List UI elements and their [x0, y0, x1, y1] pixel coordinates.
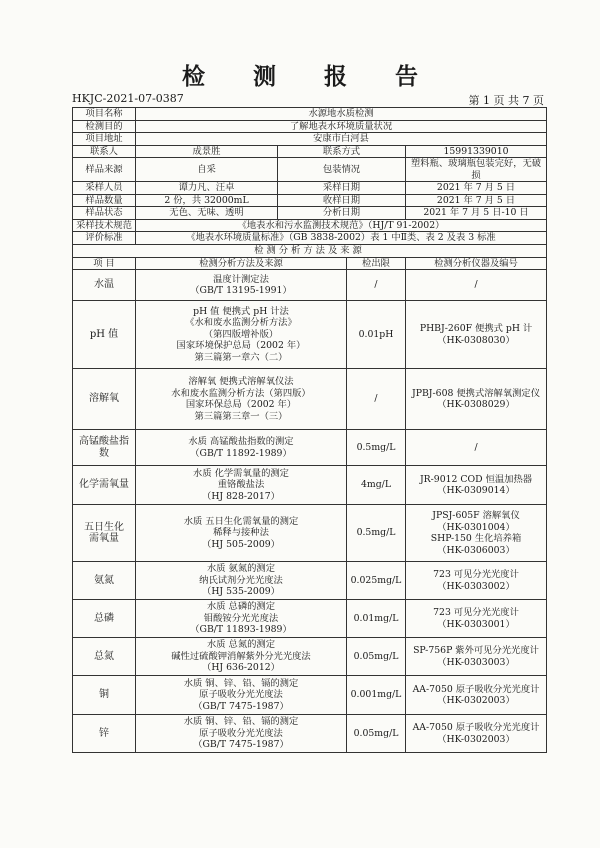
- receive-date-label: 收样日期: [278, 194, 406, 207]
- row-instrument: AA-7050 原子吸收分光光度计 （HK-0302003）: [406, 676, 547, 715]
- row-method: pH 值 便携式 pH 计法 《水和废水监测分析方法》 （第四版增补版） 国家环境保护总局（2002 年） 第三篇第一章六（二）: [136, 301, 347, 369]
- row-source: [73, 158, 547, 182]
- row-item: 化学需氧量: [73, 466, 136, 505]
- row-instrument: SP-756P 紫外可见分光光度计 （HK-0303003）: [406, 638, 547, 676]
- method-row: [73, 676, 547, 715]
- row-limit: /: [347, 270, 406, 301]
- method-row: [73, 715, 547, 753]
- project-name-label: 项目名称: [73, 108, 136, 121]
- row-quantity: [73, 194, 547, 207]
- sampler-value: 谭力凡、汪卓: [136, 182, 278, 195]
- receive-date-value: 2021 年 7 月 5 日: [406, 194, 547, 207]
- analysis-date-label: 分析日期: [278, 207, 406, 220]
- packing-value: 塑料瓶、玻璃瓶包装完好，无破损: [406, 158, 547, 182]
- row-limit: 0.001mg/L: [347, 676, 406, 715]
- sample-date-label: 采样日期: [278, 182, 406, 195]
- method-row: [73, 638, 547, 676]
- phone-value: 15991339010: [406, 145, 547, 158]
- source-label: 样品来源: [73, 158, 136, 182]
- address-value: 安康市白河县: [136, 133, 547, 146]
- method-rows: [73, 270, 547, 753]
- row-limit: 0.5mg/L: [347, 430, 406, 466]
- row-item: 水温: [73, 270, 136, 301]
- eval-value: 《地表水环境质量标准》（GB 3838-2002）表 1 中Ⅱ类、表 2 及表 3 标准: [136, 232, 547, 245]
- method-row: [73, 301, 547, 369]
- sampler-label: 采样人员: [73, 182, 136, 195]
- method-row: [73, 505, 547, 562]
- row-method: 水质 五日生化需氧量的测定 稀释与接种法 （HJ 505-2009）: [136, 505, 347, 562]
- header-item: 项 目: [73, 257, 136, 270]
- row-instrument: JR-9012 COD 恒温加热器 （HK-0309014）: [406, 466, 547, 505]
- row-item: 锌: [73, 715, 136, 753]
- report-table: [72, 107, 547, 753]
- row-item: 氨氮: [73, 562, 136, 600]
- row-limit: 0.01mg/L: [347, 600, 406, 638]
- sampling-spec-value: 《地表水和污水监测技术规范》（HJ/T 91-2002）: [136, 219, 547, 232]
- status-label: 样品状态: [73, 207, 136, 220]
- method-row: [73, 562, 547, 600]
- row-method: 水质 总磷的测定 钼酸铵分光光度法 （GB/T 11893-1989）: [136, 600, 347, 638]
- row-method: 水质 总氮的测定 碱性过硫酸钾消解紫外分光光度法 （HJ 636-2012）: [136, 638, 347, 676]
- header-method: 检测分析方法及来源: [136, 257, 347, 270]
- project-name-value: 水源地水质检测: [136, 108, 547, 121]
- row-limit: 0.05mg/L: [347, 638, 406, 676]
- method-row: [73, 369, 547, 430]
- row-item: 总氮: [73, 638, 136, 676]
- row-method: 水质 氨氮的测定 纳氏试剂分光光度法 （HJ 535-2009）: [136, 562, 347, 600]
- quantity-value: 2 份，共 32000mL: [136, 194, 278, 207]
- report-number: HKJC-2021-07-0387: [72, 92, 184, 105]
- source-value: 自采: [136, 158, 278, 182]
- row-item: pH 值: [73, 301, 136, 369]
- row-method: 水质 高锰酸盐指数的测定 （GB/T 11892-1989）: [136, 430, 347, 466]
- row-instrument: AA-7050 原子吸收分光光度计 （HK-0302003）: [406, 715, 547, 753]
- row-limit: 0.025mg/L: [347, 562, 406, 600]
- packing-label: 包装情况: [278, 158, 406, 182]
- sample-date-value: 2021 年 7 月 5 日: [406, 182, 547, 195]
- row-eval: [73, 232, 547, 245]
- sampling-spec-label: 采样技术规范: [73, 219, 136, 232]
- row-contact: [73, 145, 547, 158]
- row-method: 水质 化学需氧量的测定 重铬酸盐法 （HJ 828-2017）: [136, 466, 347, 505]
- method-row: [73, 270, 547, 301]
- row-project-name: [73, 108, 547, 121]
- row-item: 高锰酸盐指数: [73, 430, 136, 466]
- row-instrument: PHBJ-260F 便携式 pH 计 （HK-0308030）: [406, 301, 547, 369]
- row-item: 五日生化 需氧量: [73, 505, 136, 562]
- row-limit: 0.5mg/L: [347, 505, 406, 562]
- method-row: [73, 466, 547, 505]
- row-purpose: [73, 120, 547, 133]
- row-item: 总磷: [73, 600, 136, 638]
- method-row: [73, 430, 547, 466]
- methods-section-row: [73, 244, 547, 257]
- row-instrument: JPBJ-608 便携式溶解氧测定仪 （HK-0308029）: [406, 369, 547, 430]
- analysis-date-value: 2021 年 7 月 5 日-10 日: [406, 207, 547, 220]
- row-instrument: /: [406, 270, 547, 301]
- contact-value: 成景胜: [136, 145, 278, 158]
- row-limit: 0.01pH: [347, 301, 406, 369]
- eval-label: 评价标准: [73, 232, 136, 245]
- row-limit: 4mg/L: [347, 466, 406, 505]
- status-value: 无色、无味、透明: [136, 207, 278, 220]
- quantity-label: 样品数量: [73, 194, 136, 207]
- page-indicator: 第 1 页 共 7 页: [468, 94, 544, 107]
- row-sampler: [73, 182, 547, 195]
- purpose-label: 检测目的: [73, 120, 136, 133]
- row-address: [73, 133, 547, 146]
- row-instrument: /: [406, 430, 547, 466]
- row-method: 溶解氧 便携式溶解氧仪法 水和废水监测分析方法（第四版） 国家环保总局（2002 年） 第三篇第三章一（三）: [136, 369, 347, 430]
- row-item: 溶解氧: [73, 369, 136, 430]
- row-item: 铜: [73, 676, 136, 715]
- methods-header-row: [73, 257, 547, 270]
- contact-label: 联系人: [73, 145, 136, 158]
- row-limit: 0.05mg/L: [347, 715, 406, 753]
- row-method: 水质 铜、锌、铅、镉的测定 原子吸收分光光度法 （GB/T 7475-1987）: [136, 676, 347, 715]
- header-limit: 检出限: [347, 257, 406, 270]
- report-title: 检 测 报 告: [181, 63, 439, 90]
- purpose-value: 了解地表水环境质量状况: [136, 120, 547, 133]
- row-method: 水质 铜、锌、铅、镉的测定 原子吸收分光光度法 （GB/T 7475-1987）: [136, 715, 347, 753]
- row-instrument: JPSJ-605F 溶解氧仪 （HK-0301004） SHP-150 生化培养箱 （HK-0306003）: [406, 505, 547, 562]
- row-limit: /: [347, 369, 406, 430]
- address-label: 项目地址: [73, 133, 136, 146]
- row-sampling-spec: [73, 219, 547, 232]
- row-status: [73, 207, 547, 220]
- method-row: [73, 600, 547, 638]
- row-instrument: 723 可见分光光度计 （HK-0303001）: [406, 600, 547, 638]
- methods-section-title: 检测分析方法及来源: [73, 244, 547, 257]
- phone-label: 联系方式: [278, 145, 406, 158]
- row-method: 温度计测定法 （GB/T 13195-1991）: [136, 270, 347, 301]
- header-instrument: 检测分析仪器及编号: [406, 257, 547, 270]
- row-instrument: 723 可见分光光度计 （HK-0303002）: [406, 562, 547, 600]
